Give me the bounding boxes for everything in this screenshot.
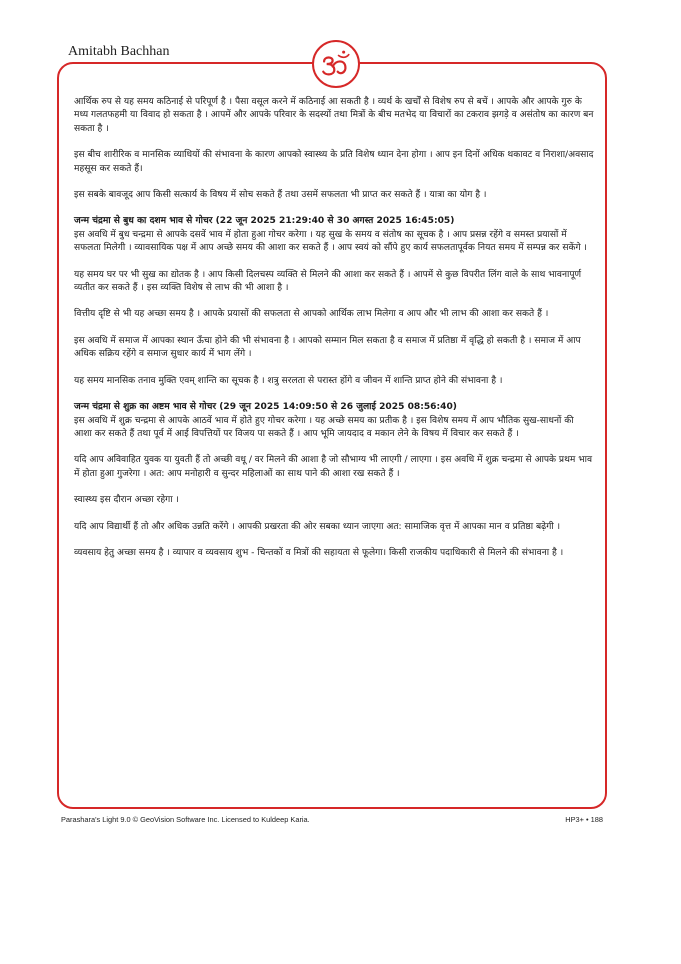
paragraph-finance-difficulty: आर्थिक रुप से यह समय कठिनाई से परिपूर्ण है । पैसा वसूल करने में कठिनाई आ सकती है । व्यर्थ के खर्चों से विशेष रुप से बचें । आपके और आपके गुरु के मध्य गलतफहमी या विवाद हो सकता है । आपमें और आपके परिवार के सदस्यों तथा मित्रों के बीच मतभेद या विचारों का टकराव झगड़े व असंतोष का कारण बन सकता है । [74,97,594,134]
paragraph-health-good: स्वास्थ्य इस दौरान अच्छा रहेगा । [74,495,179,506]
paragraph-financial-gain: वित्तीय दृष्टि से भी यह अच्छा समय है । आपके प्रयासों की सफलता से आपको आर्थिक लाभ मिलेगा व आप और भी लाभ की आशा कर सकते हैं । [74,309,549,320]
paragraph-social-status: इस अवधि में समाज में आपका स्थान ऊँचा होने की भी संभावना है । आपको सम्मान मिल सकता है व समाज में प्रतिष्ठा में वृद्धि हो सकती है । समाज में आप अधिक सक्रिय रहेंगे व समाज सुधार कार्य में भाग लेंगे । [74,335,581,360]
footer-license: Parashara's Light 9.0 © GeoVision Software Inc. Licensed to Kuldeep Karia. [61,815,310,824]
heading-mercury-transit: जन्म चंद्रमा से बुध का दशम भाव से गोचर (22 जून 2025 21:29:40 से 30 अगस्त 2025 16:45:05) [74,216,455,227]
heading-venus-transit: जन्म चंद्रमा से शुक्र का अष्टम भाव से गोचर (29 जून 2025 14:09:50 से 26 जुलाई 2025 08:56:40) [74,402,457,413]
paragraph-home-happiness: यह समय घर पर भी सुख का द्योतक है । आप किसी दिलचस्प व्यक्ति से मिलने की आशा कर सकते हैं । आपमें से कुछ विपरीत लिंग वाले के साथ भावनापूर्ण व्यतीत कर सकते हैं । इस व्यक्ति विशेष से लाभ की भी आशा है । [74,269,582,294]
paragraph-venus-effects: इस अवधि में शुक्र चन्द्रमा से आपके आठवें भाव में होते हुए गोचर करेगा । यह अच्छे समय का प्रतीक है । इस विशेष समय में आप भौतिक सुख-साधनों की आशा कर सकते हैं तथा पूर्व में आई विपत्तियों पर विजय पा सकते हैं । आप भूमि जायदाद व मकान लेने के विषय में विचार कर सकते हैं । [74,415,574,439]
paragraph-success-travel: इस सबके बावजूद आप किसी सत्कार्य के विषय में सोच सकते हैं तथा उसमें सफलता भी प्राप्त कर सकते हैं । यात्रा का योग है । [74,190,487,201]
footer-page-number: HP3+ • 188 [565,815,603,824]
paragraph-business: व्यवसाय हेतु अच्छा समय है । व्यापार व व्यवसाय शुभ - चिन्तकों व मित्रों की सहायता से फूलेगा। किसी राजकीय पदाधिकारी से मिलने की संभावना है । [74,547,564,558]
om-symbol-icon [319,49,353,79]
header-person-name: Amitabh Bachhan [68,44,170,59]
paragraph-students: यदि आप विद्यार्थी हैं तो और अधिक उन्नति करेंगे । आपकी प्रखरता की ओर सबका ध्यान जाएगा अत: सामाजिक वृत्त में आपका मान व प्रतिष्ठा बढ़ेगी । [74,521,561,532]
paragraph-mercury-effects: इस अवधि में बुध चन्द्रमा से आपके दसवें भाव में होता हुआ गोचर करेगा । यह सुख के समय व संतोष का सूचक है । आप प्रसन्न रहेंगे व समस्त प्रयासों में सफलता मिलेगी । व्यावसायिक पक्ष में आप अच्छे समय की आशा कर सकते हैं । आप स्वयं को सौंपे हुए कार्य सफलतापूर्वक नियत समय में सम्पन्न कर सकेंगे । [74,229,588,254]
paragraph-peace: यह समय मानसिक तनाव मुक्ति एवम् शान्ति का सूचक है । शत्रु सरलता से परास्त होंगे व जीवन में शान्ति प्राप्त होने की संभावना है । [74,375,503,386]
paragraph-marriage: यदि आप अविवाहित युवक या युवती हैं तो अच्छी वधू / वर मिलने की आशा है जो सौभाग्य भी लाएगी / लाएगा । इस अवधि में शुक्र चन्द्रमा से आपके प्रथम भाव में होता हुआ गुजरेगा । अत: आप मनोहारी व सुन्दर महिलाओं का साथ पाने की आशा रख सकते हैं । [74,455,593,479]
horoscope-text [74,96,594,573]
paragraph-health: इस बीच शारीरिक व मानसिक व्याधियों की संभावना के कारण आपको स्वास्थ्य के प्रति विशेष ध्यान देना होगा । आप इन दिनों अधिक थकावट व निराशा/अवसाद महसूस कर सकते हैं। [74,150,594,174]
om-badge [312,40,360,88]
